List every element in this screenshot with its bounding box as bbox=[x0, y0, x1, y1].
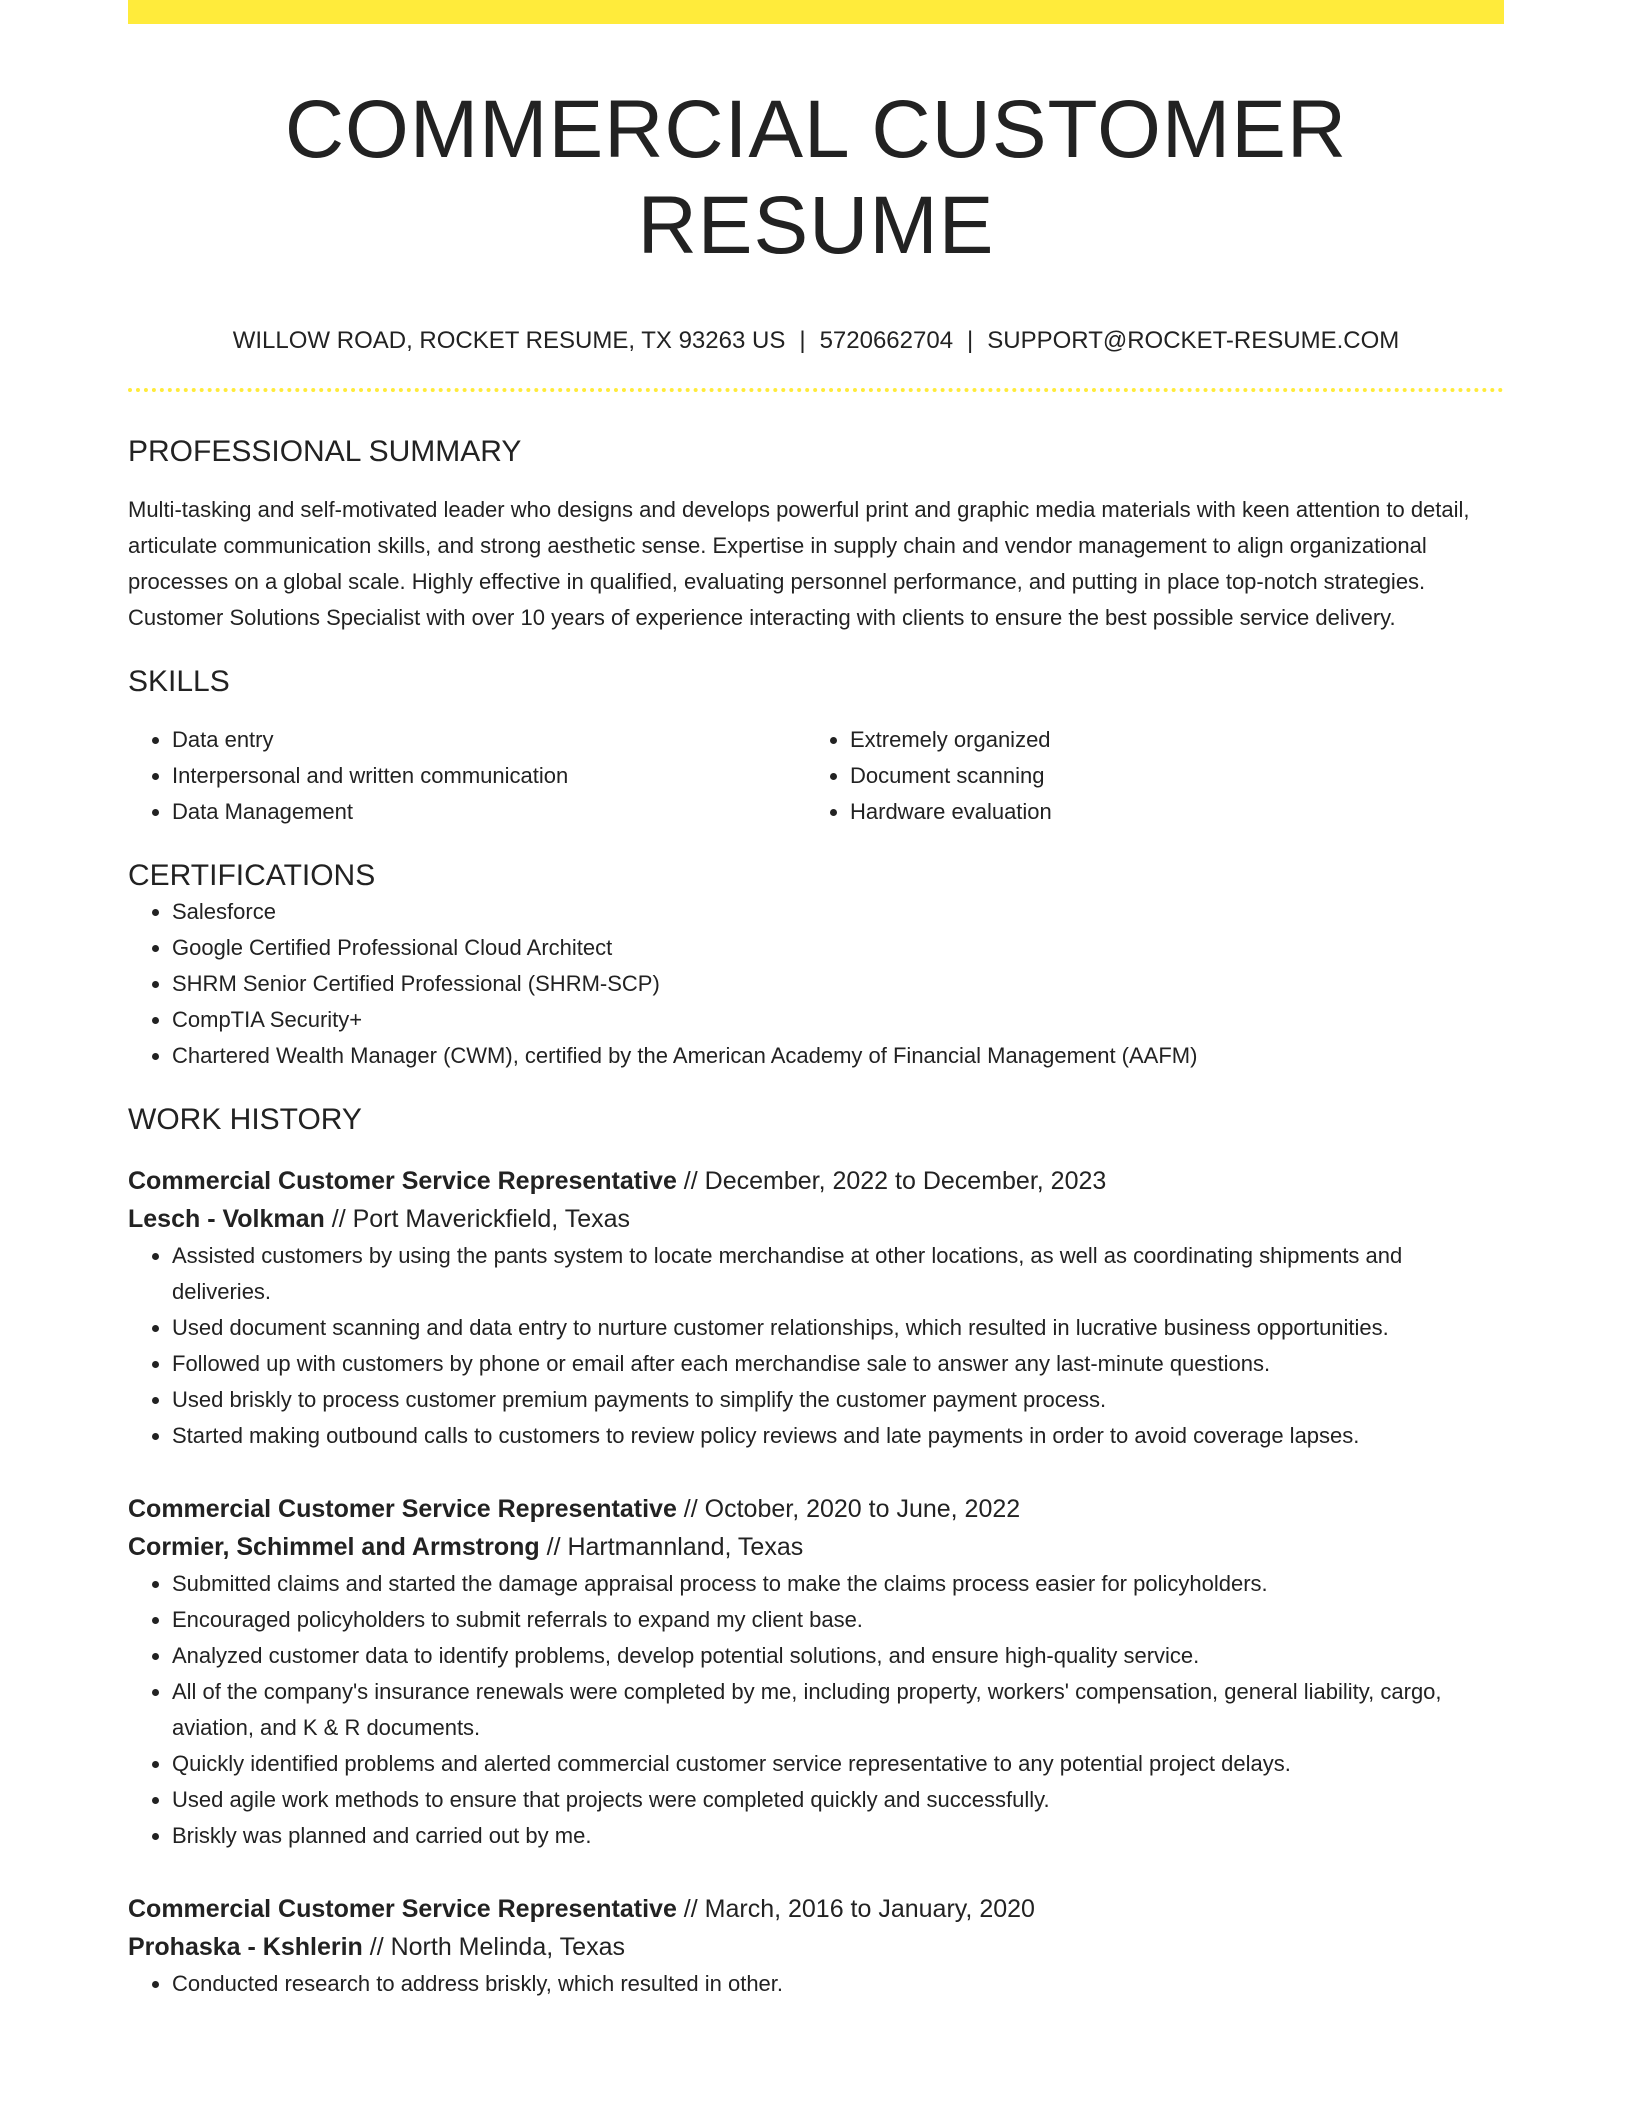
contact-separator: | bbox=[799, 327, 806, 354]
job-company-line bbox=[128, 1528, 1504, 1566]
job-role-line bbox=[128, 1890, 1504, 1928]
job-company: Cormier, Schimmel and Armstrong bbox=[128, 1533, 540, 1561]
job-bullet: • Started making outbound calls to customers to review policy reviews and late payments in order to avoid coverage lapses. bbox=[172, 1418, 1504, 1454]
job-company-line bbox=[128, 1200, 1504, 1238]
job-location: // Hartmannland, Texas bbox=[539, 1533, 804, 1561]
job-bullet: • Used briskly to process customer premium payments to simplify the customer payment process. bbox=[172, 1382, 1504, 1418]
job-bullet: • Quickly identified problems and alerted commercial customer service representative to any potential project delays. bbox=[172, 1746, 1504, 1782]
job-bullet: • Encouraged policyholders to submit referrals to expand my client base. bbox=[172, 1602, 1504, 1638]
job-role: Commercial Customer Service Representative bbox=[128, 1167, 677, 1195]
skill-item: • Interpersonal and written communication bbox=[172, 758, 806, 794]
job-bullets bbox=[128, 1238, 1504, 1454]
job-role-line bbox=[128, 1162, 1504, 1200]
dotted-divider bbox=[128, 388, 1504, 392]
section-certifications bbox=[128, 858, 1504, 1074]
skill-item: • Document scanning bbox=[850, 758, 1484, 794]
job-bullet: • Conducted research to address briskly, which resulted in other. bbox=[172, 1966, 1504, 2002]
job-dates: // March, 2016 to January, 2020 bbox=[676, 1895, 1035, 1923]
certification-item: • CompTIA Security+ bbox=[172, 1002, 1504, 1038]
skill-item: • Data Management bbox=[172, 794, 806, 830]
job-role: Commercial Customer Service Representative bbox=[128, 1895, 677, 1923]
section-title: WORK HISTORY bbox=[128, 1103, 362, 1136]
job-bullets bbox=[128, 1966, 1504, 2002]
contact-address: WILLOW ROAD, ROCKET RESUME, TX 93263 US bbox=[232, 327, 786, 354]
job-location: // North Melinda, Texas bbox=[362, 1933, 625, 1961]
contact-separator: | bbox=[967, 327, 974, 354]
skills-list bbox=[806, 722, 1484, 830]
summary-paragraph: Multi-tasking and self-motivated leader who designs and develops powerful print and graphic media materials with keen attention to detail, articulate communication skills, and strong aesthetic sense. Expertise in supply chain and vendor management to align organizational processes on a global scale. Highly effective in qualified, evaluating personnel performance, and putting in place top-notch strategies. Customer Solutions Specialist with over 10 years of experience interacting with clients to ensure the best possible service delivery. bbox=[128, 497, 1470, 630]
certification-item: • SHRM Senior Certified Professional (SHRM-SCP) bbox=[172, 966, 1504, 1002]
section-professional-summary bbox=[128, 434, 1504, 636]
job-bullet: • All of the company's insurance renewals were completed by me, including property, workers' compensation, general liability, cargo, aviation, and K & R documents. bbox=[172, 1674, 1504, 1746]
section-title: CERTIFICATIONS bbox=[128, 859, 376, 892]
accent-top-bar bbox=[128, 0, 1504, 24]
section-title: PROFESSIONAL SUMMARY bbox=[128, 435, 522, 468]
job-company: Lesch - Volkman bbox=[128, 1205, 325, 1233]
job-bullet: • Assisted customers by using the pants system to locate merchandise at other locations, as well as coordinating shipments and deliveries. bbox=[172, 1238, 1504, 1310]
contact-phone: 5720662704 bbox=[819, 327, 954, 354]
job-bullet: • Used document scanning and data entry to nurture customer relationships, which resulted in lucrative business opportunities. bbox=[172, 1310, 1504, 1346]
job-bullet: • Briskly was planned and carried out by me. bbox=[172, 1818, 1504, 1854]
skills-column-right bbox=[806, 722, 1484, 830]
certification-item: • Google Certified Professional Cloud Architect bbox=[172, 930, 1504, 966]
job-role-line bbox=[128, 1490, 1504, 1528]
job-role: Commercial Customer Service Representative bbox=[128, 1495, 677, 1523]
contact-line bbox=[128, 326, 1504, 356]
section-work-history bbox=[128, 1102, 1504, 2002]
job-location: // Port Maverickfield, Texas bbox=[324, 1205, 631, 1233]
job-bullet: • Analyzed customer data to identify problems, develop potential solutions, and ensure high-quality service. bbox=[172, 1638, 1504, 1674]
skills-list bbox=[128, 722, 806, 830]
certification-item: • Salesforce bbox=[172, 894, 1504, 930]
job-dates: // October, 2020 to June, 2022 bbox=[676, 1495, 1021, 1523]
certifications-list bbox=[128, 894, 1504, 1074]
resume-title: COMMERCIAL CUSTOMER RESUME bbox=[284, 84, 1348, 271]
certification-item: • Chartered Wealth Manager (CWM), certified by the American Academy of Financial Management (AAFM) bbox=[172, 1038, 1504, 1074]
job-company-line bbox=[128, 1928, 1504, 1966]
section-title: SKILLS bbox=[128, 665, 230, 698]
job-entry bbox=[128, 1162, 1504, 1454]
skill-item: • Data entry bbox=[172, 722, 806, 758]
job-bullet: • Submitted claims and started the damage appraisal process to make the claims process easier for policyholders. bbox=[172, 1566, 1504, 1602]
skills-grid bbox=[128, 722, 1504, 830]
section-skills bbox=[128, 664, 1504, 830]
job-bullet: • Used agile work methods to ensure that projects were completed quickly and successfully. bbox=[172, 1782, 1504, 1818]
job-entry bbox=[128, 1490, 1504, 1854]
resume-page bbox=[128, 0, 1504, 2002]
job-entry bbox=[128, 1890, 1504, 2002]
skill-item: • Hardware evaluation bbox=[850, 794, 1484, 830]
job-bullets bbox=[128, 1566, 1504, 1854]
job-bullet: • Followed up with customers by phone or email after each merchandise sale to answer any last-minute questions. bbox=[172, 1346, 1504, 1382]
job-dates: // December, 2022 to December, 2023 bbox=[676, 1167, 1107, 1195]
job-company: Prohaska - Kshlerin bbox=[128, 1933, 363, 1961]
contact-email: SUPPORT@ROCKET-RESUME.COM bbox=[987, 327, 1400, 354]
skills-column-left bbox=[128, 722, 806, 830]
skill-item: • Extremely organized bbox=[850, 722, 1484, 758]
